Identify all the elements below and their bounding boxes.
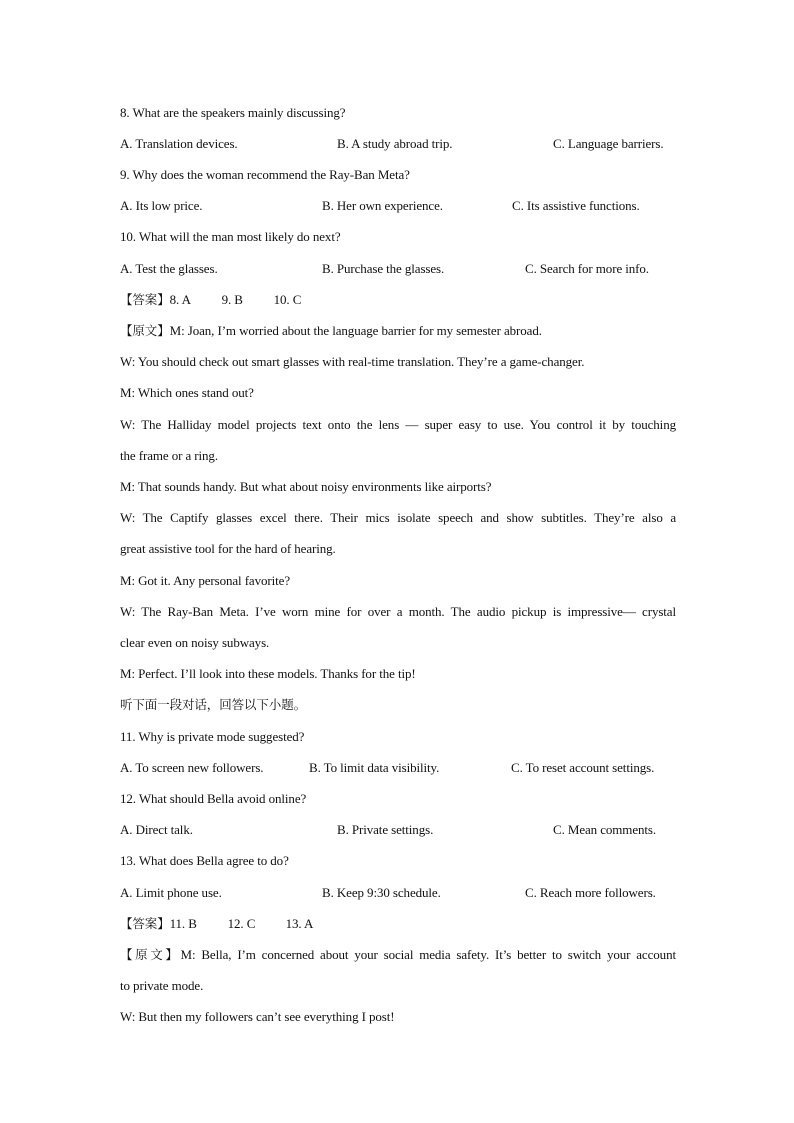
transcript-line: M: Which ones stand out? [120,385,254,400]
option-b: B. Private settings. [337,822,434,837]
transcript-line: W: You should check out smart glasses with real-time translation. They’re a game-changer. [120,354,585,369]
option-a: A. Test the glasses. [120,261,218,276]
transcript-text: M: Bella, I’m concerned about your social media safety. It’s better to switch your account [180,947,676,962]
answer-line-1 [120,292,676,308]
question-13: 13. What does Bella agree to do? [120,853,289,868]
transcript-line: W: The Halliday model projects text onto the lens — super easy to use. You control it by touching [120,417,676,432]
question-11: 11. Why is private mode suggested? [120,729,305,744]
option-b: B. A study abroad trip. [337,136,453,151]
transcript-line [120,947,676,963]
transcript-line: W: The Ray-Ban Meta. I’ve worn mine for over a month. The audio pickup is impressive— crystal [120,604,676,619]
transcript-line: M: That sounds handy. But what about noisy environments like airports? [120,479,492,494]
option-a: A. Translation devices. [120,136,238,151]
transcript-line [120,323,676,339]
transcript-tag: 【原文】 [120,323,170,338]
option-c: C. Mean comments. [553,822,657,837]
question-10: 10. What will the man most likely do next? [120,229,341,244]
answer-item: 12. C [227,916,256,931]
option-c: C. Language barriers. [553,136,664,151]
transcript-line: W: The Captify glasses excel there. Their mics isolate speech and show subtitles. They’re also a [120,510,676,525]
instruction: 听下面一段对话，回答以下小题。 [120,697,307,712]
option-a: A. Direct talk. [120,822,193,837]
question-9: 9. Why does the woman recommend the Ray-Ban Meta? [120,167,410,182]
transcript-text: M: Joan, I’m worried about the language barrier for my semester abroad. [169,323,542,338]
answer-tag: 【答案】 [120,292,170,307]
transcript-line: to private mode. [120,978,204,993]
transcript-line: great assistive tool for the hard of hearing. [120,541,336,556]
answer-item: 10. C [273,292,302,307]
answer-item: 9. B [221,292,243,307]
option-c: C. Reach more followers. [525,885,656,900]
transcript-line: the frame or a ring. [120,448,218,463]
option-a: A. Limit phone use. [120,885,222,900]
answer-tag: 【答案】 [120,916,170,931]
question-12: 12. What should Bella avoid online? [120,791,307,806]
answer-item: 11. B [169,916,197,931]
answer-item: 13. A [285,916,314,931]
option-b: B. Keep 9:30 schedule. [322,885,441,900]
option-c: C. To reset account settings. [511,760,655,775]
transcript-line: M: Got it. Any personal favorite? [120,573,290,588]
transcript-line: W: But then my followers can’t see everything I post! [120,1009,395,1024]
option-c: C. Its assistive functions. [512,198,640,213]
option-c: C. Search for more info. [525,261,649,276]
question-8: 8. What are the speakers mainly discussing? [120,105,346,120]
transcript-tag: 【原文】 [120,947,181,962]
transcript-line: M: Perfect. I’ll look into these models. Thanks for the tip! [120,666,416,681]
transcript-line: clear even on noisy subways. [120,635,270,650]
option-b: B. To limit data visibility. [309,760,440,775]
answer-line-2 [120,916,676,932]
option-a: A. To screen new followers. [120,760,264,775]
option-a: A. Its low price. [120,198,203,213]
option-b: B. Purchase the glasses. [322,261,445,276]
answer-item: 8. A [169,292,191,307]
option-b: B. Her own experience. [322,198,443,213]
